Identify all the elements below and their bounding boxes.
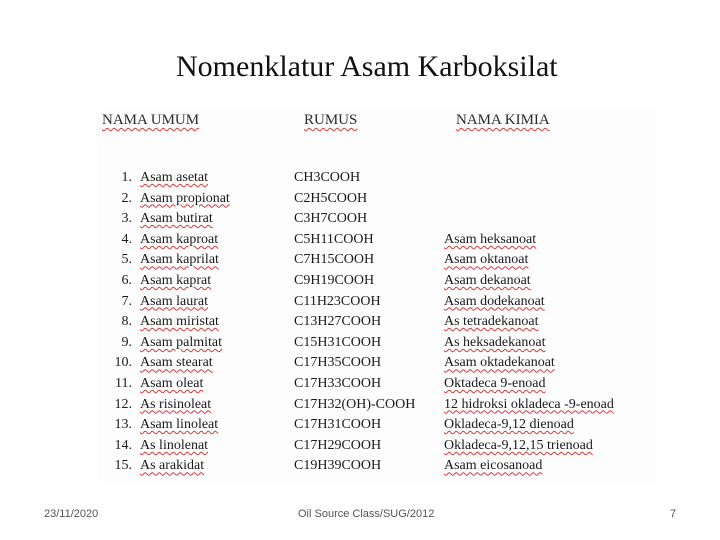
chemical-name: As tetradekanoat xyxy=(444,314,539,330)
header-rumus: RUMUS xyxy=(304,112,358,128)
table-row xyxy=(98,252,658,272)
common-name: Asam kaprilat xyxy=(140,252,219,268)
chemical-name: As heksadekanoat xyxy=(444,334,546,350)
row-number: 6. xyxy=(121,273,132,288)
common-name: Asam miristat xyxy=(140,314,219,330)
table-row xyxy=(98,355,658,375)
chemical-name: Asam heksanoat xyxy=(444,231,537,247)
common-name: As risinoleat xyxy=(140,396,212,412)
chemical-name: 12 hidroksi okladeca -9-enoad xyxy=(444,396,614,412)
row-number: 15. xyxy=(114,458,132,474)
row-number: 12. xyxy=(114,396,132,412)
formula: CH3COOH xyxy=(294,170,361,185)
formula: C17H29COOH xyxy=(294,437,382,453)
table-row xyxy=(98,211,658,231)
row-number: 7. xyxy=(121,293,132,309)
chemical-name: Oktadeca 9-enoad xyxy=(444,376,546,391)
common-name: Asam kaprat xyxy=(140,273,212,288)
chemical-name: Asam dodekanoat xyxy=(444,293,545,309)
chemical-name: Okladeca-9,12,15 trienoad xyxy=(444,437,593,453)
row-number: 5. xyxy=(121,252,132,268)
row-number: 3. xyxy=(121,211,132,227)
row-number: 2. xyxy=(121,190,132,206)
formula: C11H23COOH xyxy=(294,293,381,309)
common-name: As arakidat xyxy=(140,458,205,474)
row-number: 11. xyxy=(115,376,132,391)
common-name: As linolenat xyxy=(140,437,209,453)
formula: C17H33COOH xyxy=(294,376,382,391)
formula: C17H32(OH)-COOH xyxy=(294,396,416,412)
page-number: 7 xyxy=(670,508,677,520)
chemical-name: Asam dekanoat xyxy=(444,273,531,288)
row-number: 4. xyxy=(121,231,132,247)
footer-source: Oil Source Class/SUG/2012 xyxy=(298,508,435,520)
formula: C13H27COOH xyxy=(294,314,382,330)
table-row xyxy=(98,273,658,293)
common-name: Asam linoleat xyxy=(140,417,219,433)
formula: C19H39COOH xyxy=(294,458,382,474)
row-number: 14. xyxy=(114,437,132,453)
row-number: 9. xyxy=(121,334,132,350)
row-number: 1. xyxy=(121,170,132,185)
table-row xyxy=(98,191,658,211)
formula: C9H19COOH xyxy=(294,273,375,288)
table-row xyxy=(98,170,658,190)
common-name: Asam oleat xyxy=(140,376,204,391)
table-row xyxy=(98,314,658,334)
chemical-name: Asam oktadekanoat xyxy=(444,355,555,371)
common-name: Asam laurat xyxy=(140,293,209,309)
table-row xyxy=(98,232,658,252)
chemical-name: Asam oktanoat xyxy=(444,252,529,268)
common-name: Asam stearat xyxy=(140,355,213,371)
slide-title: Nomenklatur Asam Karboksilat xyxy=(176,50,558,83)
table-row xyxy=(98,458,658,478)
header-nama-umum: NAMA UMUM xyxy=(102,112,200,128)
formula: C17H35COOH xyxy=(294,355,382,371)
header-nama-kimia: NAMA KIMIA xyxy=(456,112,550,128)
common-name: Asam kaproat xyxy=(140,231,219,247)
table-row xyxy=(98,335,658,355)
table-row xyxy=(98,294,658,314)
row-number: 13. xyxy=(114,417,132,433)
formula: C7H15COOH xyxy=(294,252,375,268)
table-row xyxy=(98,417,658,437)
table-row xyxy=(98,438,658,458)
chemical-name: Okladeca-9,12 dienoad xyxy=(444,417,574,433)
formula: C5H11COOH xyxy=(294,231,374,247)
row-number: 10. xyxy=(114,355,132,371)
common-name: Asam propionat xyxy=(140,190,230,206)
common-name: Asam butirat xyxy=(140,211,213,227)
table-row xyxy=(98,397,658,417)
chemical-name: Asam eicosanoad xyxy=(444,458,543,474)
row-number: 8. xyxy=(121,314,132,330)
footer-date: 23/11/2020 xyxy=(44,508,99,520)
formula: C15H31COOH xyxy=(294,334,382,350)
formula: C2H5COOH xyxy=(294,190,368,206)
table-row xyxy=(98,376,658,396)
common-name: Asam asetat xyxy=(140,170,209,185)
nomenclature-table-image xyxy=(98,108,658,483)
formula: C17H31COOH xyxy=(294,417,382,433)
formula: C3H7COOH xyxy=(294,211,368,227)
common-name: Asam palmitat xyxy=(140,334,223,350)
